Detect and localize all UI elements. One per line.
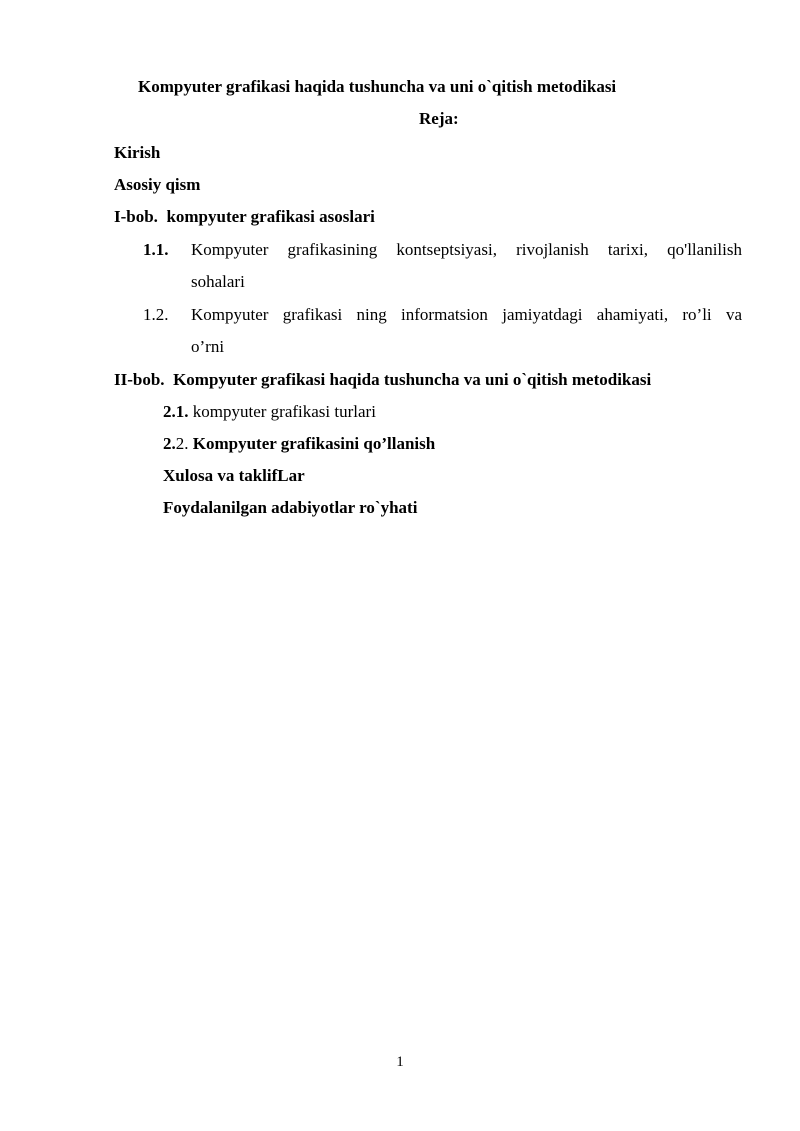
toc-item-2-1 (163, 402, 376, 422)
toc-item-1-1-line2: sohalari (191, 272, 245, 291)
word: informatsion (401, 305, 488, 324)
word: ning (356, 305, 387, 324)
word: ahamiyati, (596, 305, 669, 324)
toc-item-2-2-number-bold: 2. (163, 434, 176, 453)
word: grafikasi (282, 305, 343, 324)
toc-chapter2 (114, 370, 651, 390)
chapter1-title: kompyuter grafikasi asoslari (166, 207, 375, 226)
word: va (725, 305, 742, 324)
chapter1-label: I-bob. (114, 207, 158, 226)
word: rivojlanish (516, 240, 589, 259)
plan-heading: Reja: (419, 109, 459, 128)
word: kontseptsiyasi, (396, 240, 497, 259)
word: jamiyatdagi (502, 305, 583, 324)
toc-item-2-2-number-rest: 2. (175, 434, 189, 453)
chapter2-title: Kompyuter grafikasi haqida tushuncha va uni o`qitish metodikasi (173, 370, 652, 389)
toc-references: Foydalanilgan adabiyotlar ro`yhati (163, 498, 418, 517)
word: qo'llanilish (667, 240, 742, 259)
toc-intro: Kirish (114, 143, 161, 162)
toc-item-1-2-line1 (191, 305, 742, 325)
toc-chapter1 (114, 207, 375, 227)
toc-item-1-2-line2: o’rni (191, 337, 225, 356)
toc-item-1-2-number: 1.2. (143, 305, 169, 324)
toc-conclusion: Xulosa va taklifLar (163, 466, 305, 485)
word: Kompyuter (191, 305, 269, 324)
word: grafikasining (287, 240, 378, 259)
document-title: Kompyuter grafikasi haqida tushuncha va uni o`qitish metodikasi (138, 77, 617, 96)
toc-item-2-1-text: kompyuter grafikasi turlari (192, 402, 376, 421)
word: Kompyuter (191, 240, 269, 259)
toc-item-1-1-number: 1.1. (143, 240, 169, 259)
toc-item-2-2 (163, 434, 435, 454)
toc-item-2-2-text: Kompyuter grafikasini qo’llanish (192, 434, 436, 453)
chapter2-label: II-bob. (114, 370, 165, 389)
word: tarixi, (607, 240, 649, 259)
toc-item-2-1-number: 2.1. (163, 402, 189, 421)
page-number: 1 (396, 1054, 404, 1070)
toc-main-part: Asosiy qism (114, 175, 201, 194)
word: ro’li (682, 305, 712, 324)
toc-item-1-1-line1 (191, 240, 742, 260)
